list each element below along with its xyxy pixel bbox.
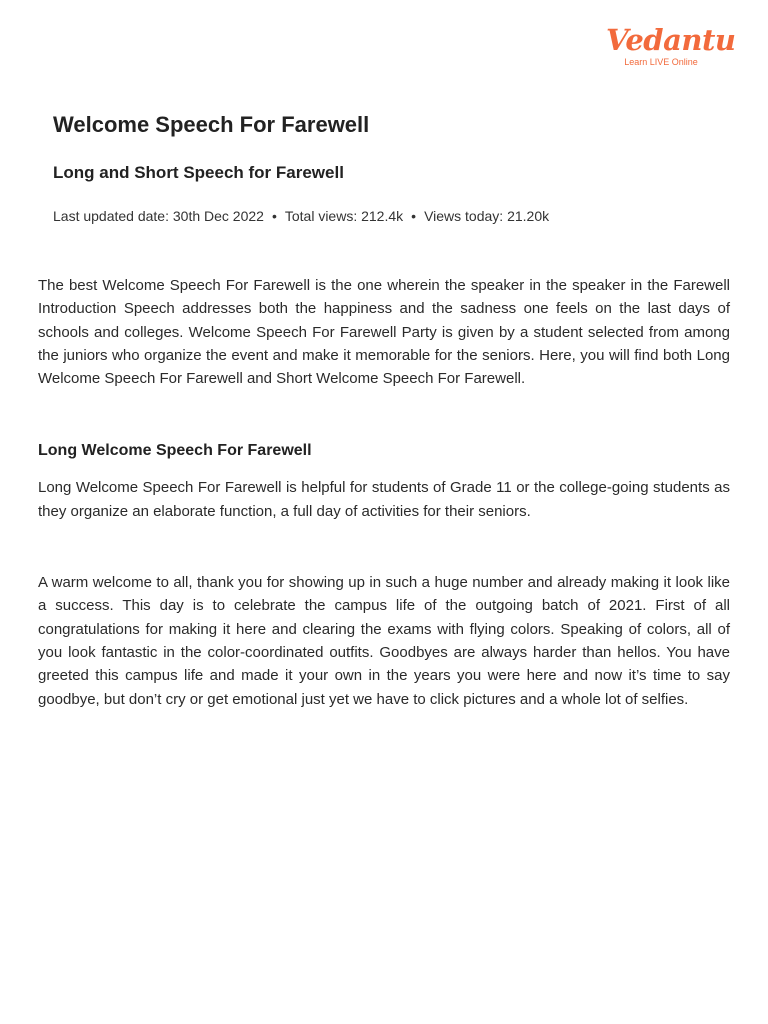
meta-separator: • <box>271 208 277 224</box>
logo-wordmark: Vedantu <box>606 23 736 57</box>
logo-tagline: Learn LIVE Online <box>624 57 698 67</box>
page-subtitle: Long and Short Speech for Farewell <box>53 163 344 182</box>
page-header <box>53 108 733 226</box>
intro-paragraph: The best Welcome Speech For Farewell is the one wherein the speaker in the speaker in the Farewell Introduction Speech addresses both the happiness and the sadness one feels on the last days of schools and colleges. Welcome Speech For Farewell Party is given by a student selected from among the juniors who organize the event and make it memorable for the seniors. Here, you will find both Long Welcome Speech For Farewell and Short Welcome Speech For Farewell. <box>38 277 730 388</box>
views-today: Views today: 21.20k <box>424 208 550 224</box>
page-meta <box>53 206 733 226</box>
meta-separator: • <box>411 208 417 224</box>
vedantu-logo[interactable] <box>606 23 736 72</box>
section-intro-paragraph: Long Welcome Speech For Farewell is helpful for students of Grade 11 or the college-going students as they organize an elaborate function, a full day of activities for their seniors. <box>38 479 730 520</box>
last-updated-date: Last updated date: 30th Dec 2022 <box>53 208 264 224</box>
article-body <box>38 274 730 711</box>
section-heading-long-speech: Long Welcome Speech For Farewell <box>38 442 312 460</box>
speech-paragraph: A warm welcome to all, thank you for showing up in such a huge number and already making it look like a success. This day is to celebrate the campus life of the outgoing batch of 2021. First of all congratulations for making it here and clearing the exams with flying colors. Speaking of colors, all of you look fantastic in the color-coordinated outfits. Goodbyes are always harder than hellos. You have greeted this campus life and made it your own in the years you were here and now it’s time to say goodbye, but don’t cry or get emotional just yet we have to click pictures and a whole lot of selfies. <box>38 574 730 708</box>
total-views: Total views: 212.4k <box>284 208 404 224</box>
page-title: Welcome Speech For Farewell <box>53 112 370 137</box>
